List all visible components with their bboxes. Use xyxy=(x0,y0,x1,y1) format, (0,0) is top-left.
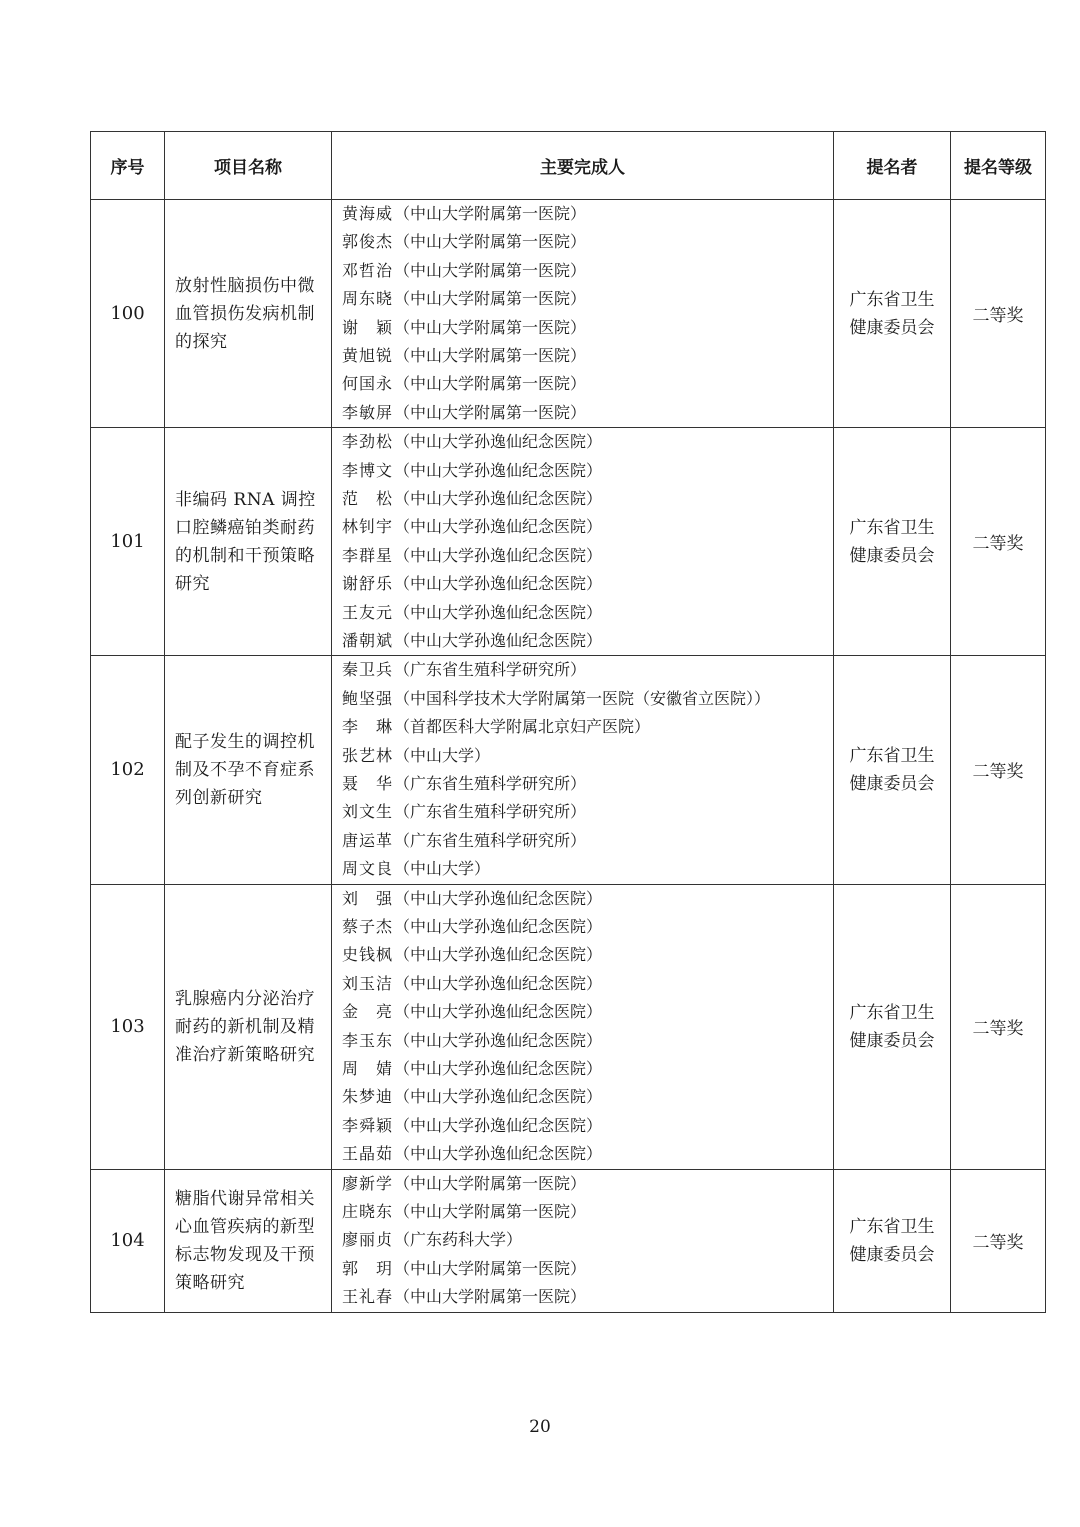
header-project: 项目名称 xyxy=(165,132,332,200)
contributor-organization: （中山大学孙逸仙纪念医院） xyxy=(394,1115,603,1135)
table-body xyxy=(91,200,1046,1313)
contributor-name: 李敏屏 xyxy=(342,402,394,422)
contributor-entry xyxy=(342,1027,833,1055)
contributor-entry xyxy=(342,542,833,570)
cell-seq: 101 xyxy=(91,428,165,656)
cell-project-name: 乳腺癌内分泌治疗耐药的新机制及精准治疗新策略研究 xyxy=(165,884,332,1169)
contributor-name: 刘文生 xyxy=(342,802,394,822)
contributor-name: 周 婧 xyxy=(342,1058,394,1078)
contributor-organization: （中山大学附属第一医院） xyxy=(394,1258,587,1278)
cell-project-name: 放射性脑损伤中微血管损伤发病机制的探究 xyxy=(165,200,332,428)
contributor-name: 王晶茹 xyxy=(342,1144,394,1164)
contributor-organization: （中山大学孙逸仙纪念医院） xyxy=(394,973,603,993)
cell-main-contributors xyxy=(332,656,834,884)
cell-award-level: 二等奖 xyxy=(951,200,1046,428)
contributor-organization: （中山大学孙逸仙纪念医院） xyxy=(394,432,603,452)
contributor-organization: （中山大学） xyxy=(394,745,491,765)
contributor-entry xyxy=(342,855,833,883)
contributor-organization: （中山大学附属第一医院） xyxy=(394,204,587,224)
cell-project-name: 配子发生的调控机制及不孕不育症系列创新研究 xyxy=(165,656,332,884)
contributor-name: 李 琳 xyxy=(342,717,394,737)
contributor-organization: （中山大学孙逸仙纪念医院） xyxy=(394,460,603,480)
contributor-organization: （中山大学附属第一医院） xyxy=(394,374,587,394)
contributor-entry xyxy=(342,1140,833,1168)
contributor-entry xyxy=(342,1170,833,1198)
contributor-entry xyxy=(342,428,833,456)
cell-nominator xyxy=(834,428,951,656)
contributor-organization: （中山大学孙逸仙纪念医院） xyxy=(394,1058,603,1078)
contributor-name: 蔡子杰 xyxy=(342,917,394,936)
contributor-name: 李群星 xyxy=(342,545,394,565)
contributor-entry xyxy=(342,998,833,1026)
contributor-organization: （广东省生殖科学研究所） xyxy=(394,773,587,793)
contributor-entry xyxy=(342,970,833,998)
contributor-organization: （中山大学孙逸仙纪念医院） xyxy=(394,945,603,965)
contributor-entry xyxy=(342,656,833,684)
contributor-entry xyxy=(342,599,833,627)
contributor-organization: （中山大学附属第一医院） xyxy=(394,1173,587,1193)
header-level: 提名等级 xyxy=(951,132,1046,200)
contributor-entry xyxy=(342,257,833,285)
contributor-name: 鲍坚强 xyxy=(342,688,394,708)
contributor-name: 林钊宇 xyxy=(342,517,394,537)
contributor-organization: （中山大学孙逸仙纪念医院） xyxy=(394,888,603,908)
table-row xyxy=(91,428,1046,656)
table-row xyxy=(91,656,1046,884)
cell-award-level: 二等奖 xyxy=(951,884,1046,1169)
contributor-entry xyxy=(342,1055,833,1083)
cell-project-name: 糖脂代谢异常相关心血管疾病的新型标志物发现及干预策略研究 xyxy=(165,1169,332,1312)
cell-seq: 102 xyxy=(91,656,165,884)
table-header xyxy=(91,132,1046,200)
contributor-name: 王友元 xyxy=(342,602,394,622)
contributor-organization: （中山大学孙逸仙纪念医院） xyxy=(394,602,603,622)
contributor-name: 史钱枫 xyxy=(342,945,394,965)
contributor-organization: （中山大学孙逸仙纪念医院） xyxy=(394,917,603,936)
contributor-organization: （中山大学孙逸仙纪念医院） xyxy=(394,574,603,594)
contributor-entry xyxy=(342,1198,833,1226)
nominator-line: 广东省卫生 xyxy=(849,289,935,310)
contributor-name: 谢舒乐 xyxy=(342,574,394,594)
contributor-name: 廖新学 xyxy=(342,1173,394,1193)
contributor-organization: （广东省生殖科学研究所） xyxy=(394,660,587,680)
contributor-organization: （中国科学技术大学附属第一医院（安徽省立医院）） xyxy=(394,688,771,708)
contributor-name: 范 松 xyxy=(342,489,394,508)
nominator-line: 健康委员会 xyxy=(849,317,935,338)
contributor-name: 李玉东 xyxy=(342,1030,394,1050)
header-row xyxy=(91,132,1046,200)
cell-project-name: 非编码 RNA 调控口腔鳞癌铂类耐药的机制和干预策略研究 xyxy=(165,428,332,656)
cell-seq: 100 xyxy=(91,200,165,428)
contributor-entry xyxy=(342,399,833,427)
contributor-entry xyxy=(342,742,833,770)
cell-nominator xyxy=(834,884,951,1169)
contributor-name: 郭俊杰 xyxy=(342,232,394,252)
contributor-entry xyxy=(342,1226,833,1254)
contributor-organization: （中山大学孙逸仙纪念医院） xyxy=(394,1087,603,1107)
contributor-name: 邓哲治 xyxy=(342,260,394,280)
page-number: 20 xyxy=(529,1417,551,1437)
contributor-entry xyxy=(342,941,833,969)
contributor-entry xyxy=(342,457,833,485)
contributor-name: 刘玉洁 xyxy=(342,973,394,993)
contributor-entry xyxy=(342,713,833,741)
contributor-name: 郭 玥 xyxy=(342,1258,394,1278)
contributor-entry xyxy=(342,314,833,342)
cell-nominator xyxy=(834,1169,951,1312)
contributor-entry xyxy=(342,200,833,228)
contributor-name: 廖丽贞 xyxy=(342,1230,394,1250)
contributor-entry xyxy=(342,685,833,713)
contributor-entry xyxy=(342,513,833,541)
cell-nominator xyxy=(834,656,951,884)
contributor-organization: （首都医科大学附属北京妇产医院） xyxy=(394,717,651,737)
contributor-organization: （中山大学附属第一医院） xyxy=(394,345,587,365)
contributor-entry xyxy=(342,1083,833,1111)
nominator-line: 广东省卫生 xyxy=(849,1002,935,1023)
header-seq: 序号 xyxy=(91,132,165,200)
contributor-name: 李劲松 xyxy=(342,432,394,452)
contributor-name: 金 亮 xyxy=(342,1002,394,1022)
cell-main-contributors xyxy=(332,428,834,656)
cell-main-contributors xyxy=(332,200,834,428)
contributor-organization: （中山大学孙逸仙纪念医院） xyxy=(394,630,603,650)
contributor-name: 黄旭锐 xyxy=(342,345,394,365)
cell-award-level: 二等奖 xyxy=(951,428,1046,656)
contributor-name: 李博文 xyxy=(342,460,394,480)
contributor-entry xyxy=(342,798,833,826)
contributor-name: 潘朝斌 xyxy=(342,630,394,650)
contributor-organization: （中山大学附属第一医院） xyxy=(394,1201,587,1221)
nominator-line: 广东省卫生 xyxy=(849,517,935,538)
table-row xyxy=(91,1169,1046,1312)
contributor-entry xyxy=(342,570,833,598)
contributor-entry xyxy=(342,1255,833,1283)
nominator-line: 广东省卫生 xyxy=(849,1216,935,1237)
contributor-entry xyxy=(342,370,833,398)
contributor-organization: （中山大学孙逸仙纪念医院） xyxy=(394,1144,603,1164)
contributor-organization: （广东药科大学） xyxy=(394,1230,523,1250)
contributor-entry xyxy=(342,827,833,855)
contributor-name: 王礼春 xyxy=(342,1287,394,1307)
contributor-organization: （中山大学附属第一医院） xyxy=(394,1287,587,1307)
contributor-name: 李舜颖 xyxy=(342,1115,394,1135)
contributor-name: 周东晓 xyxy=(342,289,394,309)
cell-main-contributors xyxy=(332,884,834,1169)
contributor-entry xyxy=(342,913,833,941)
cell-seq: 103 xyxy=(91,884,165,1169)
contributor-name: 周文良 xyxy=(342,859,394,879)
contributor-organization: （中山大学孙逸仙纪念医院） xyxy=(394,489,603,508)
contributor-organization: （中山大学附属第一医院） xyxy=(394,317,587,337)
contributor-name: 何国永 xyxy=(342,374,394,394)
contributor-organization: （中山大学） xyxy=(394,859,491,879)
contributor-entry xyxy=(342,1112,833,1140)
contributor-entry xyxy=(342,485,833,513)
contributor-entry xyxy=(342,342,833,370)
nominator-line: 健康委员会 xyxy=(849,1244,935,1265)
cell-award-level: 二等奖 xyxy=(951,656,1046,884)
contributor-entry xyxy=(342,285,833,313)
contributor-entry xyxy=(342,885,833,913)
header-nominator: 提名者 xyxy=(834,132,951,200)
contributor-organization: （中山大学孙逸仙纪念医院） xyxy=(394,545,603,565)
contributor-name: 刘 强 xyxy=(342,888,394,908)
contributor-organization: （中山大学孙逸仙纪念医院） xyxy=(394,1002,603,1022)
contributor-name: 唐运革 xyxy=(342,830,394,850)
contributor-organization: （广东省生殖科学研究所） xyxy=(394,802,587,822)
nominator-line: 广东省卫生 xyxy=(849,745,935,766)
table-row xyxy=(91,884,1046,1169)
contributor-organization: （中山大学附属第一医院） xyxy=(394,260,587,280)
contributor-name: 庄晓东 xyxy=(342,1201,394,1221)
contributor-organization: （中山大学附属第一医院） xyxy=(394,289,587,309)
header-people: 主要完成人 xyxy=(332,132,834,200)
contributor-name: 秦卫兵 xyxy=(342,660,394,680)
awards-table xyxy=(90,131,1046,1313)
contributor-organization: （中山大学孙逸仙纪念医院） xyxy=(394,1030,603,1050)
table-row xyxy=(91,200,1046,428)
cell-award-level: 二等奖 xyxy=(951,1169,1046,1312)
contributor-entry xyxy=(342,627,833,655)
contributor-entry xyxy=(342,770,833,798)
cell-main-contributors xyxy=(332,1169,834,1312)
contributor-entry xyxy=(342,228,833,256)
contributor-name: 聂 华 xyxy=(342,773,394,793)
nominator-line: 健康委员会 xyxy=(849,773,935,794)
contributor-organization: （中山大学孙逸仙纪念医院） xyxy=(394,517,603,537)
contributor-name: 黄海威 xyxy=(342,204,394,224)
contributor-entry xyxy=(342,1283,833,1311)
cell-nominator xyxy=(834,200,951,428)
contributor-name: 朱梦迪 xyxy=(342,1087,394,1107)
contributor-organization: （中山大学附属第一医院） xyxy=(394,402,587,422)
contributor-organization: （中山大学附属第一医院） xyxy=(394,232,587,252)
contributor-name: 谢 颖 xyxy=(342,317,394,337)
nominator-line: 健康委员会 xyxy=(849,1030,935,1051)
contributor-name: 张艺林 xyxy=(342,745,394,765)
cell-seq: 104 xyxy=(91,1169,165,1312)
nominator-line: 健康委员会 xyxy=(849,545,935,566)
contributor-organization: （广东省生殖科学研究所） xyxy=(394,830,587,850)
